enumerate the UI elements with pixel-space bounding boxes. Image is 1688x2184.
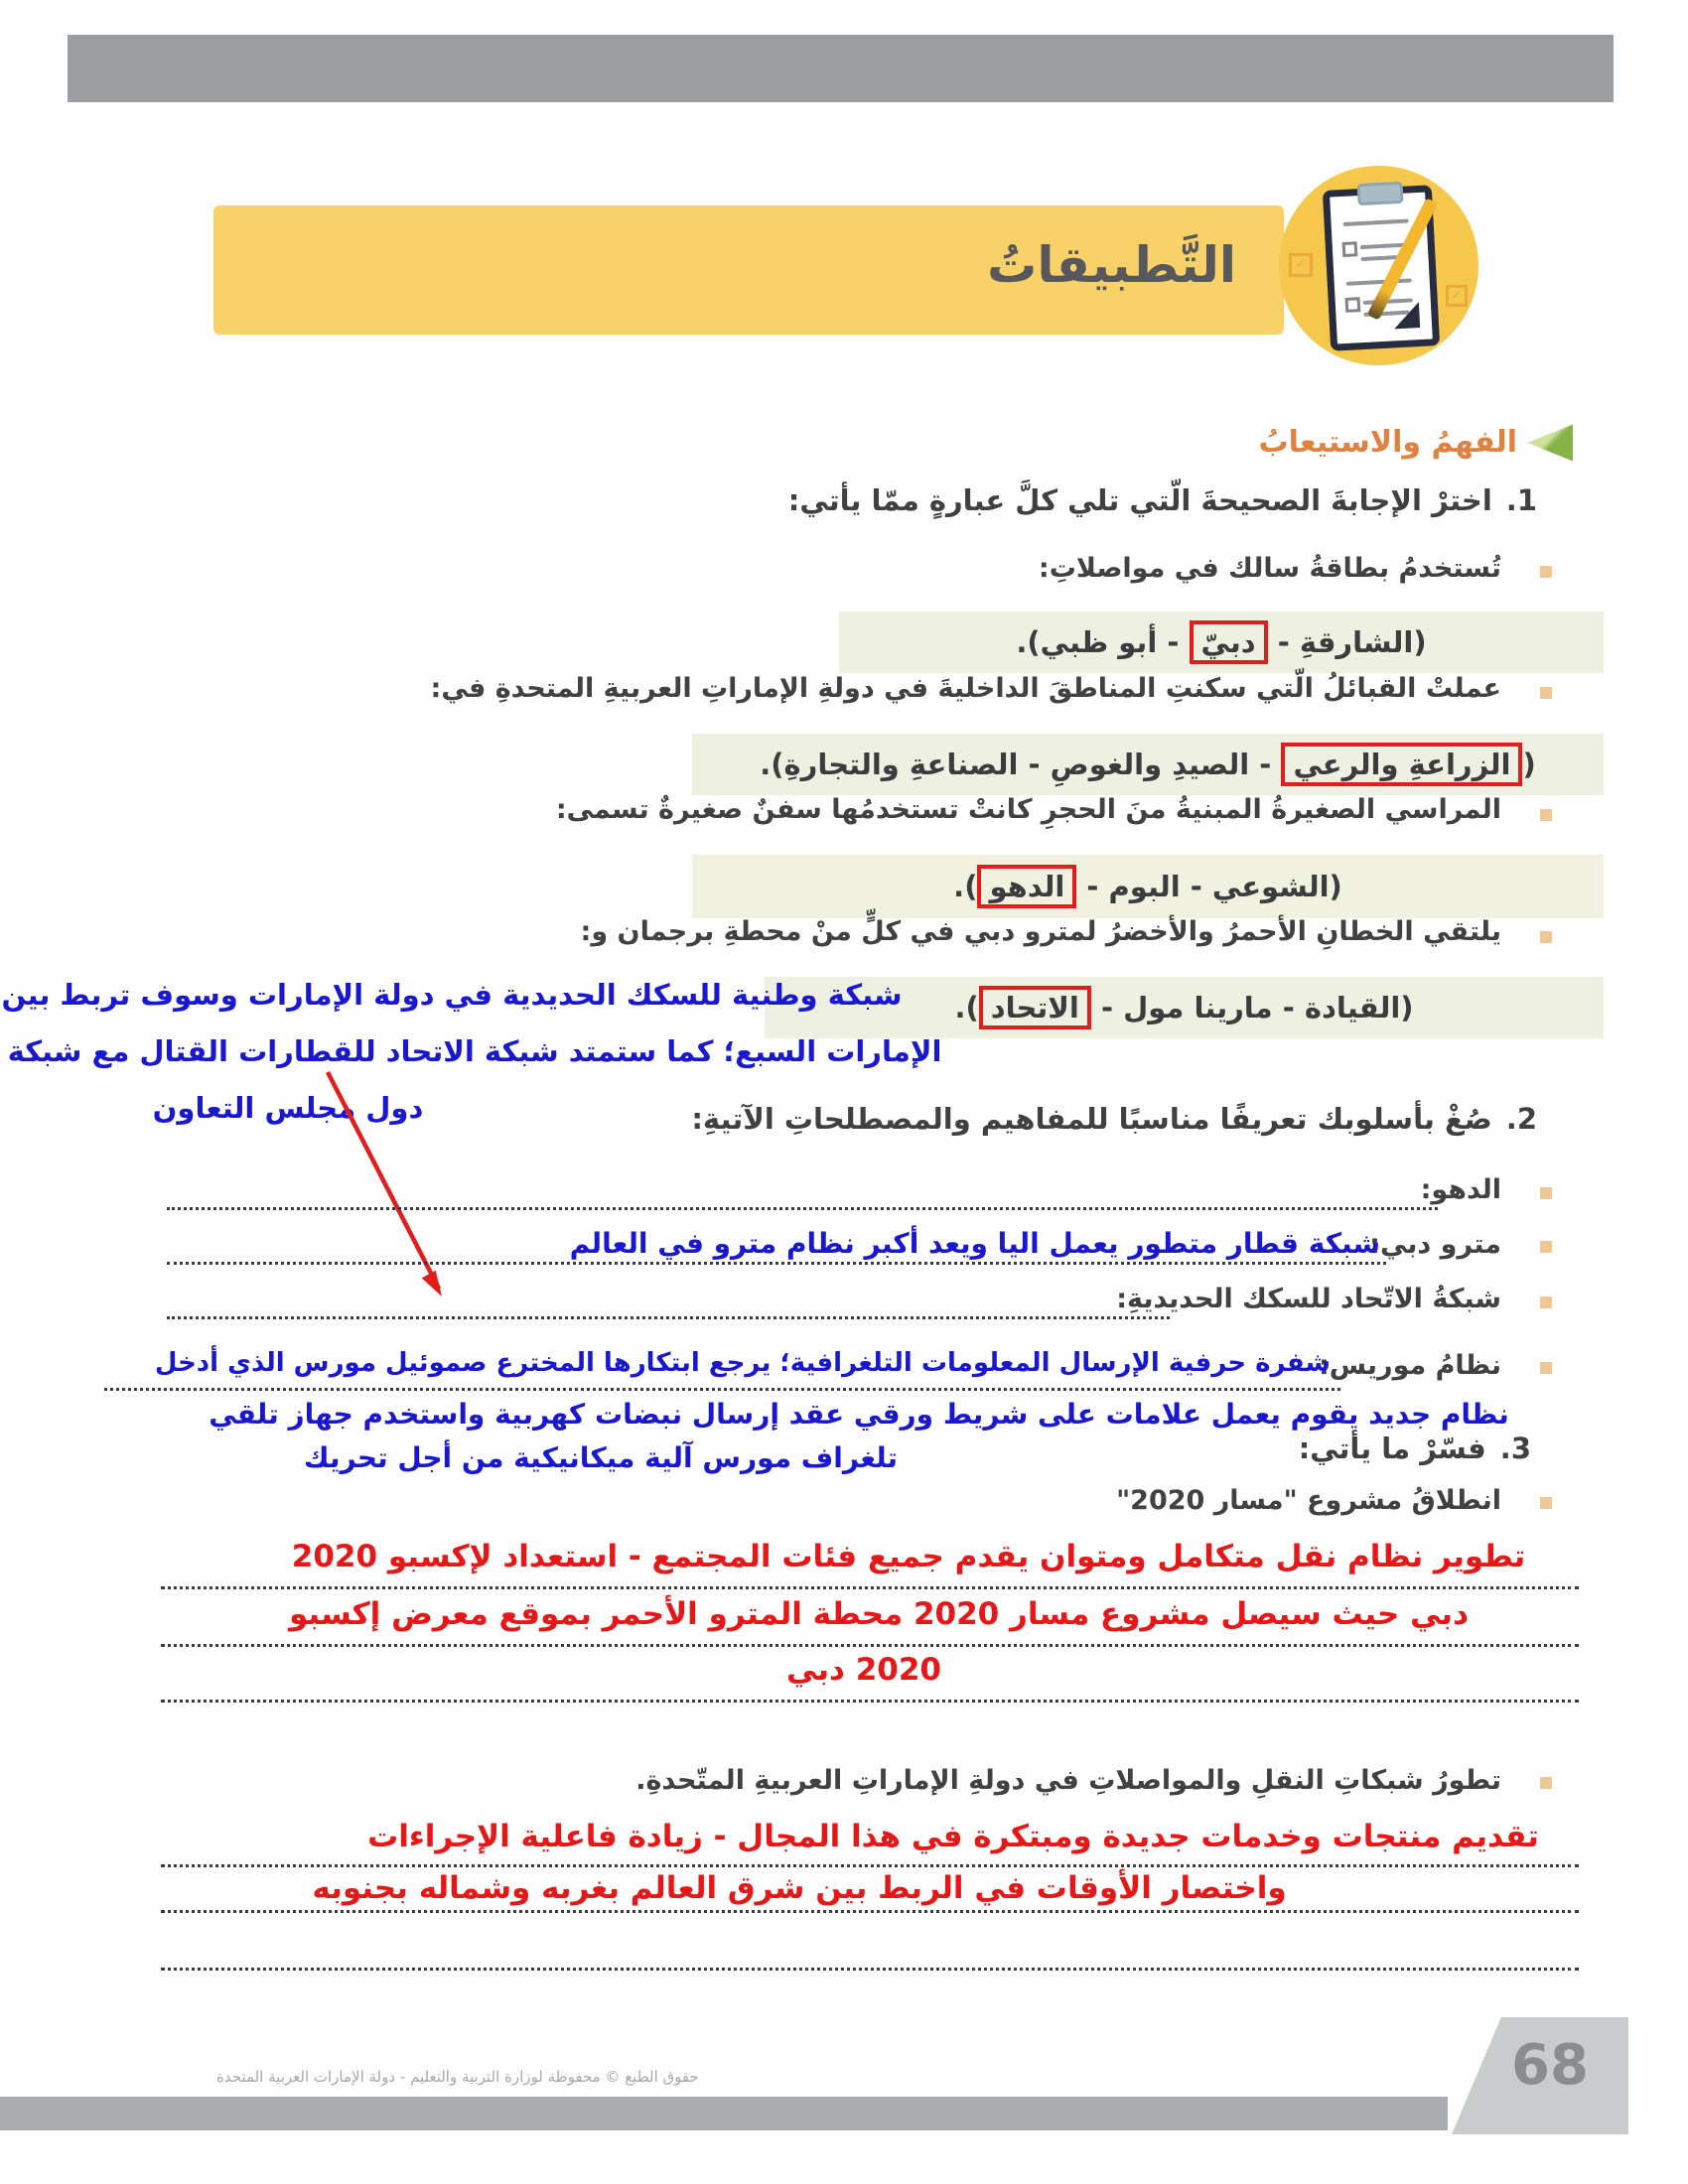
bullet-square	[1540, 1777, 1552, 1789]
clipboard-clip	[1357, 182, 1404, 205]
dotted-answer-line	[167, 1262, 1386, 1265]
dotted-answer-line	[104, 1388, 1340, 1391]
dotted-answer-line	[167, 1316, 1170, 1319]
q1-item1-choices	[839, 612, 1604, 673]
bullet-square	[1540, 1497, 1552, 1509]
clipboard-badge-icon	[1279, 166, 1478, 365]
handwritten-answer-networks-1: تقديم منتجات وخدمات جديدة ومبتكرة في هذا المجال - زيادة فاعلية الإجراءات	[367, 1819, 1539, 1854]
q1-item2-statement: عملتْ القبائلُ الّتي سكنتِ المناطقَ الداخليةَ في دولةِ الإماراتِ العربيةِ المتحدةِ في:	[430, 673, 1501, 704]
selected-answer-box: الدهو	[977, 865, 1076, 908]
bullet-square	[1540, 1362, 1552, 1374]
top-gray-bar	[68, 35, 1614, 102]
folded-corner	[1393, 302, 1420, 329]
bullet-square	[1540, 1297, 1552, 1308]
q2-number: 2.	[1505, 1102, 1537, 1136]
handwritten-answer-masar-2: دبي حيث سيصل مشروع مسار 2020 محطة المترو الأحمر بموقع معرض إكسبو	[289, 1596, 1469, 1632]
q3-prompt: فسّرْ ما يأتي:	[1298, 1432, 1486, 1465]
margin-annotation-line1: شبكة وطنية للسكك الحديدية في دولة الإمارات وسوف تربط بين	[1, 978, 903, 1012]
q1-item2-choices	[692, 734, 1604, 795]
q2-prompt: صُغْ بأسلوبك تعريفًا مناسبًا للمفاهيم والمصطلحاتِ الآتيةِ:	[691, 1102, 1492, 1136]
q2-term1-label: الدهو:	[1420, 1174, 1501, 1205]
q1-header	[788, 483, 1537, 517]
q1-prompt: اخترْ الإجابةَ الصحيحةَ الّتي تلي كلَّ عبارةٍ ممّا يأتي:	[787, 483, 1492, 517]
margin-annotation-line3: دول مجلس التعاون	[152, 1091, 424, 1125]
q3-item2-statement: تطورُ شبكاتِ النقلِ والمواصلاتِ في دولةِ الإماراتِ العربيةِ المتّحدةِ.	[635, 1765, 1501, 1796]
choice-text: (الشوعي - البوم -	[1076, 870, 1342, 903]
q2-term4-label: نظامُ موريس:	[1318, 1350, 1501, 1381]
choice-text: (الشارقةِ -	[1267, 625, 1427, 659]
q1-item3-choices	[692, 855, 1604, 918]
handwritten-answer-masar-1: تطوير نظام نقل متكامل ومتوان يقدم جميع فئات المجتمع - استعداد لإكسبو 2020	[291, 1539, 1526, 1574]
dotted-answer-line	[161, 1644, 1579, 1647]
bullet-square	[1540, 687, 1552, 699]
choice-text: - أبو ظبي).	[1016, 625, 1190, 659]
q3-header	[1299, 1432, 1531, 1465]
bullet-square	[1540, 809, 1552, 821]
handwritten-answer-morse-2: نظام جديد يقوم يعمل علامات على شريط ورقي عقد إرسال نبضات كهربية واستخدم جهاز تلقي	[209, 1398, 1509, 1431]
dotted-answer-line	[161, 1700, 1579, 1703]
q3-number: 3.	[1499, 1432, 1531, 1465]
footer-copyright: حقوق الطبع © محفوظة لوزارة التربية والتعليم - دولة الإمارات العربية المتحدة	[216, 2068, 699, 2086]
choice-text: ).	[953, 870, 978, 903]
bullet-square	[1540, 566, 1552, 578]
handwritten-answer-morse-3: تلغراف مورس آلية ميكانيكية من أجل تحريك	[303, 1441, 899, 1474]
q1-item1-statement: تُستخدمُ بطاقةُ سالك في مواصلاتِ:	[1038, 553, 1501, 584]
choice-text: (	[1522, 748, 1536, 781]
q1-number: 1.	[1505, 483, 1537, 517]
q2-term3-label: شبكةُ الاتّحاد للسكك الحديديةِ:	[1116, 1284, 1501, 1314]
q1-item3-statement: المراسي الصغيرةُ المبنيةُ منَ الحجرِ كانتْ تستخدمُها سفنٌ صغيرةٌ تسمى:	[555, 794, 1501, 825]
q1-item4-statement: يلتقي الخطانِ الأحمرُ والأخضرُ لمترو دبي في كلٍّ منْ محطةِ برجمان و:	[580, 916, 1501, 947]
selected-answer-box: دبيّ	[1190, 620, 1268, 664]
q3-item1-statement: انطلاقُ مشروع "مسار 2020"	[1116, 1485, 1501, 1516]
choice-text: ).	[954, 991, 979, 1024]
leaf-icon	[1527, 421, 1573, 465]
q2-header	[691, 1102, 1537, 1136]
check-doodle-icon: ✓	[1289, 253, 1313, 277]
margin-annotation-line2: الإمارات السبع؛ كما ستمتد شبكة الاتحاد للقطارات القتال مع شبكة	[7, 1034, 942, 1068]
selected-answer-box: الزراعةِ والرعي	[1281, 743, 1522, 786]
q2-term2-label: مترو دبي:	[1369, 1229, 1501, 1260]
dotted-answer-line	[167, 1207, 1438, 1210]
selected-answer-box: الاتحاد	[979, 986, 1091, 1029]
bullet-square	[1540, 1241, 1552, 1253]
bullet-square	[1540, 1187, 1552, 1199]
page-number: 68	[1511, 2033, 1589, 2098]
bullet-square	[1540, 931, 1552, 943]
handwritten-answer-morse-1: شفرة حرفية الإرسال المعلومات التلغرافية؛ يرجع ابتكارها المخترع صموئيل مورس الذي أدخل	[154, 1348, 1331, 1378]
choice-text: - الصيدِ والغوصِ - الصناعةِ والتجارةِ).	[760, 748, 1282, 781]
check-doodle-icon: ✓	[1446, 285, 1468, 307]
handwritten-answer-metro: شبكة قطار متطور يعمل اليا ويعد أكبر نظام مترو في العالم	[569, 1227, 1380, 1260]
choice-text: (القيادة - مارينا مول -	[1090, 991, 1414, 1024]
banner-title: التَّطبيقاتُ	[987, 236, 1236, 294]
handwritten-answer-masar-3: 2020 دبي	[786, 1652, 941, 1688]
comprehension-heading: الفهمُ والاستيعابُ	[1258, 425, 1517, 460]
dotted-answer-line	[161, 1910, 1579, 1913]
handwritten-answer-networks-2: واختصار الأوقات في الربط بين شرق العالم بغربه وشماله بجنوبه	[312, 1870, 1287, 1906]
dotted-answer-line	[161, 1864, 1579, 1867]
dotted-answer-line	[161, 1968, 1579, 1971]
footer-gray-band	[0, 2097, 1448, 2130]
dotted-answer-line	[161, 1586, 1579, 1589]
red-arrow	[293, 1060, 472, 1318]
